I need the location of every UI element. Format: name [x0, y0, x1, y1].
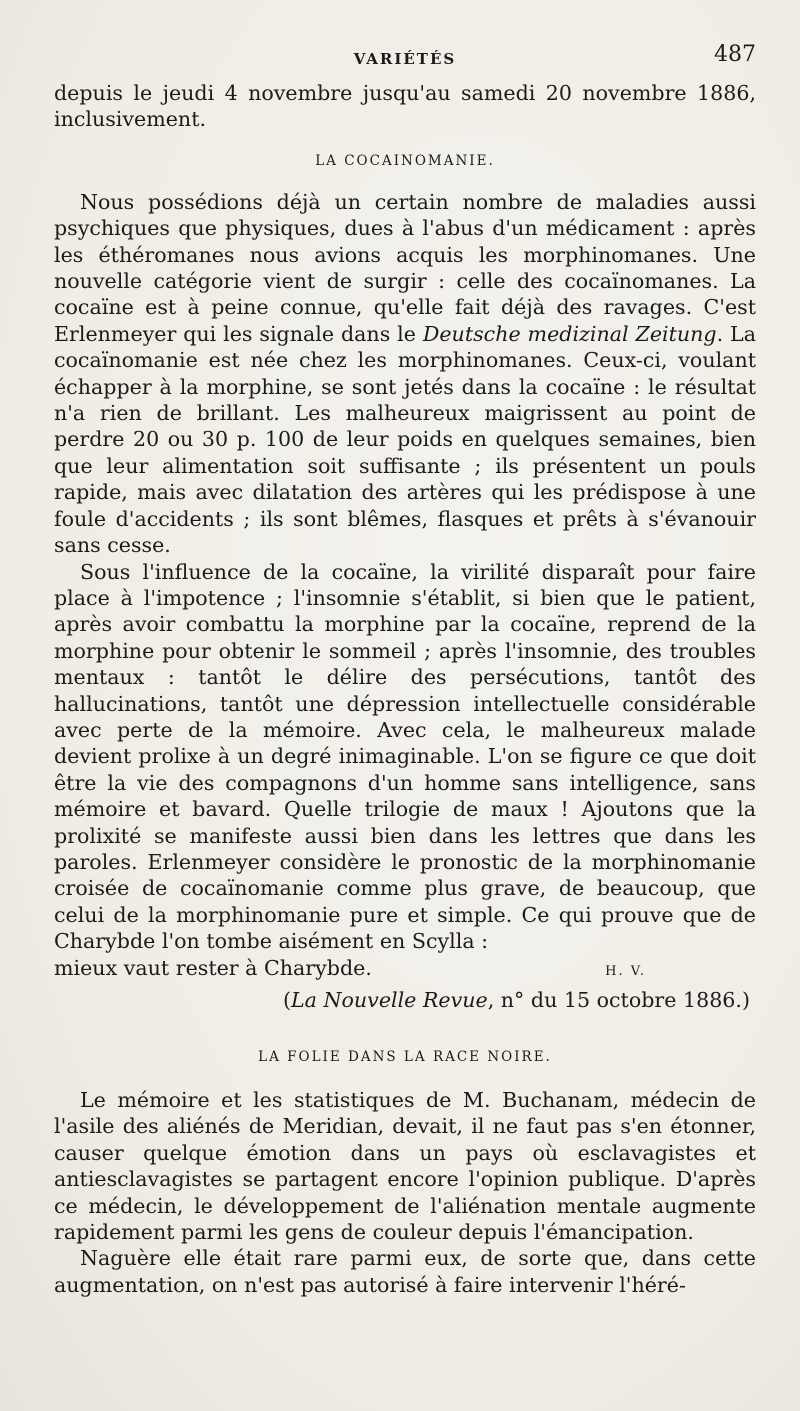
section-title-cocainomanie: LA COCAINOMANIE. — [315, 152, 495, 169]
paragraph: Sous l'influence de la cocaïne, la virilité disparaît pour faire place à l'impotence ; l'insomnie s'établit, si bien que le patient, après avoir combattu la morphine par la cocaïne, reprend de la morphine pour obtenir le sommeil ; après l'insomnie, des troubles mentaux : tantôt le délire des persécutions, tantôt des hallucinations, tantôt une dépression intellectuelle considérable avec perte de la mémoire. Avec cela, le malheureux malade devient prolixe à un degré inimaginable. L'on se figure ce que doit être la vie des compagnons d'un homme sans intelligence, sans mémoire et bavard. Quelle trilogie de maux ! Ajoutons que la prolixité se manifeste aussi bien dans les lettres que dans les paroles. Erlenmeyer considère le pronostic de la morphinomanie croisée de cocaïnomanie comme plus grave, de beaucoup, que celui de la morphinomanie pure et simple. Ce qui prouve que de Charybde l'on tombe aisément en Scylla : — [54, 559, 756, 954]
paragraph-last-line: mieux vaut rester à Charybde. — [54, 955, 372, 980]
paragraph: Le mémoire et les statistiques de M. Buchanam, médecin de l'asile des aliénés de Meridian, devait, il ne faut pas s'en étonner, causer quelque émotion dans un pays où esclavagistes et antiesclavagistes se partagent encore l'opinion publique. D'après ce médecin, le développement de l'aliénation mentale augmente rapidement parmi les gens de couleur depuis l'émancipation. — [54, 1088, 756, 1245]
source-journal: La Nouvelle Revue — [291, 988, 488, 1012]
running-title: VARIÉTÉS — [353, 50, 457, 68]
citation-paren: ( — [282, 988, 291, 1012]
section-title-folie: LA FOLIE DANS LA RACE NOIRE. — [258, 1049, 552, 1065]
journal-title: Deutsche medizinal Zeitung — [422, 321, 717, 346]
source-citation — [54, 985, 756, 1015]
author-signature: H. V. — [605, 963, 646, 979]
signature-line — [54, 955, 756, 985]
paragraph — [54, 189, 756, 559]
source-details: , n° du 15 octobre 1886.) — [487, 988, 750, 1012]
paragraph: Naguère elle était rare parmi eux, de sorte que, dans cette augmentation, on n'est pas autorisé à faire intervenir l'héré- — [54, 1246, 756, 1297]
page-number: 487 — [714, 42, 756, 67]
paragraph-text: Nous possédions déjà un certain nombre de maladies aussi psychiques que physiques, dues à l'abus d'un médicament : après les éthéromanes nous avions acquis les morphinomanes. Une nouvelle catégorie vient de surgir : celle des cocaïnomanes. La cocaïne est à peine connue, qu'elle fait déjà des ravages. C'est Erlenmeyer qui les signale dans le — [54, 189, 756, 346]
paragraph-text: . La cocaïnomanie est née chez les morphinomanes. Ceux-ci, voulant échapper à la morphine, se sont jetés dans la cocaïne : le résultat n'a rien de brillant. Les malheureux maigrissent au point de perdre 20 ou 30 p. 100 de leur poids en quelques semaines, bien que leur alimentation soit suffisante ; ils présentent un pouls rapide, mais avec dilatation des artères qui les prédispose à une foule d'accidents ; ils sont blêmes, flasques et prêts à s'évanouir sans cesse. — [54, 321, 757, 558]
intro-paragraph: depuis le jeudi 4 novembre jusqu'au samedi 20 novembre 1886, inclusivement. — [54, 81, 756, 132]
page-header — [54, 40, 756, 80]
